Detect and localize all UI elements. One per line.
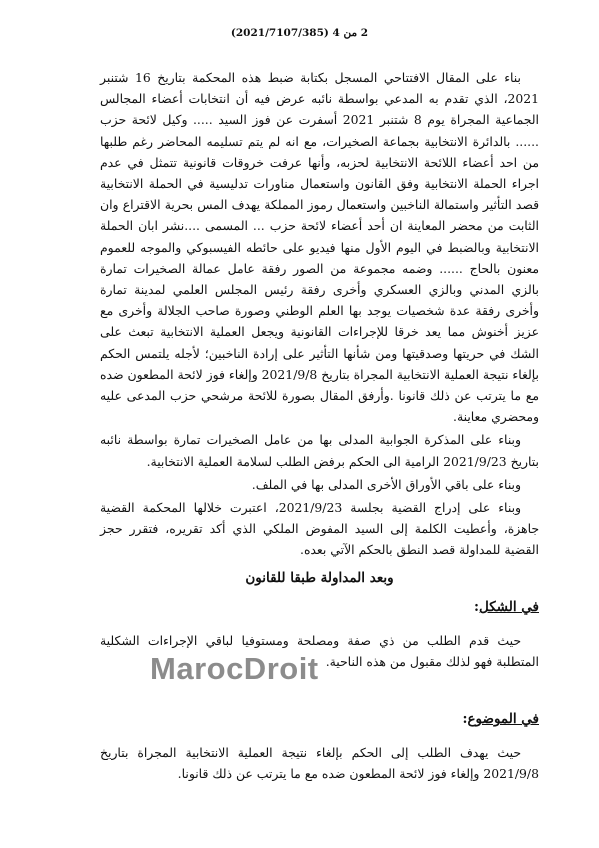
intro-body [100,67,539,561]
merits-section-text: حيث يهدف الطلب إلى الحكم بإلغاء نتيجة العملية الانتخابية المجراة بتاريخ 2021/9/8 وإلغاء فوز لائحة المطعون ضده مع ما يترتب عن ذلك قانونا. [100,745,539,782]
page-header: 2 من 4 (2021/7107/385) [230,27,369,39]
paragraph-hearing: وبناء على إدراج القضية بجلسة 2021/9/23، اعتبرت خلالها المحكمة القضية جاهزة، وأعطيت الكلمة إلى السيد المفوض الملكي الذي أكد تقريره، فتقرر حجز القضية للمداولة قصد النطق بالحكم الآتي بعده. [100,500,539,558]
form-heading [474,599,539,615]
paragraph-response-memo: وبناء على المذكرة الجوابية المدلى بها من عامل الصخيرات تمارة بواسطة نائبه بتاريخ 2021/9/23 الرامية الى الحكم برفض الطلب لسلامة العملية الانتخابية. [100,432,539,469]
form-section-text: حيث قدم الطلب من ذي صفة ومصلحة ومستوفيا لباقي الإجراءات الشكلية المتطلبة فهو لذلك مقبول من هذه الناحية. [100,633,539,670]
watermark-logo: MarocDroit [150,651,319,686]
merits-heading-text: في الموضوع [467,711,539,727]
paragraph-other-documents: وبناء على باقي الأوراق الأخرى المدلى بها في الملف. [251,476,521,492]
form-heading-colon: : [474,599,479,615]
merits-heading-colon: : [462,711,468,727]
paragraph-opening: بناء على المقال الافتتاحي المسجل بكتابة ضبط هذه المحكمة بتاريخ 16 شتنبر 2021، الذي تقدم به المدعي بواسطة نائبه عرض فيه أن انتخابات أعضاء المجالس الجماعية المجراة يوم 8 شتنبر 2021 أسفرت عن فوز السيد ..... وكيل لائحة حزب ...... بالدائرة الانتخابية بجماعة الصخيرات، مع انه لم يتم تسليمه المحاضر رغم طلبها من احد أعضاء اللائحة الانتخابية لحزبه، وأنها عرفت خروقات قانونية تتمثل في عدم اجراء الحملة الانتخابية وفق القانون واستعمال مناورات تدليسية في الحملة الانتخابية قصد التأثير واستمالة الناخبين واستعمال رموز المملكة يهدف المس بحرية الاقتراع وان الثابت من محضر المعاينة ان أحد أعضاء لائحة حزب ... المسمى ....نشر ابان الحملة الانتخابية وبالضبط في اليوم الأول منها فيديو على حائطه الفيسبوكي والموجه للعموم معنون بالحاج ...... وضمه مجموعة من الصور رفقة عامل عمالة الصخيرات تمارة بالزي المدني وبالزي العسكري وأخرى رفقة رئيس المجلس العلمي لمدينة تمارة وأخرى رفقة عدة شخصيات يوجد بها العلم الوطني وصورة صاحب الجلالة وأخرى مع عزيز أخنوش مما يعد خرقا للإجراءات القانونية ويجعل العملية الانتخابية تبعث على الشك في حريتها وصدقيتها ومن شأنها التأثير على إرادة الناخبين؛ لأجله يلتمس الحكم بإلغاء نتيجة العملية الانتخابية المجراة بتاريخ 2021/9/8 وإلغاء فوز لائحة المطعون ضده مع ما يترتب عن ذلك قانونا .وأرفق المقال بصورة للائحة مرشحي حزب المدعى عليه ومحضري معاينة. [100,70,539,425]
merits-section-body [100,742,539,784]
merits-heading [462,711,539,727]
form-heading-text: في الشكل [479,599,539,615]
deliberation-title: وبعد المداولة طبقا للقانون [245,570,394,586]
